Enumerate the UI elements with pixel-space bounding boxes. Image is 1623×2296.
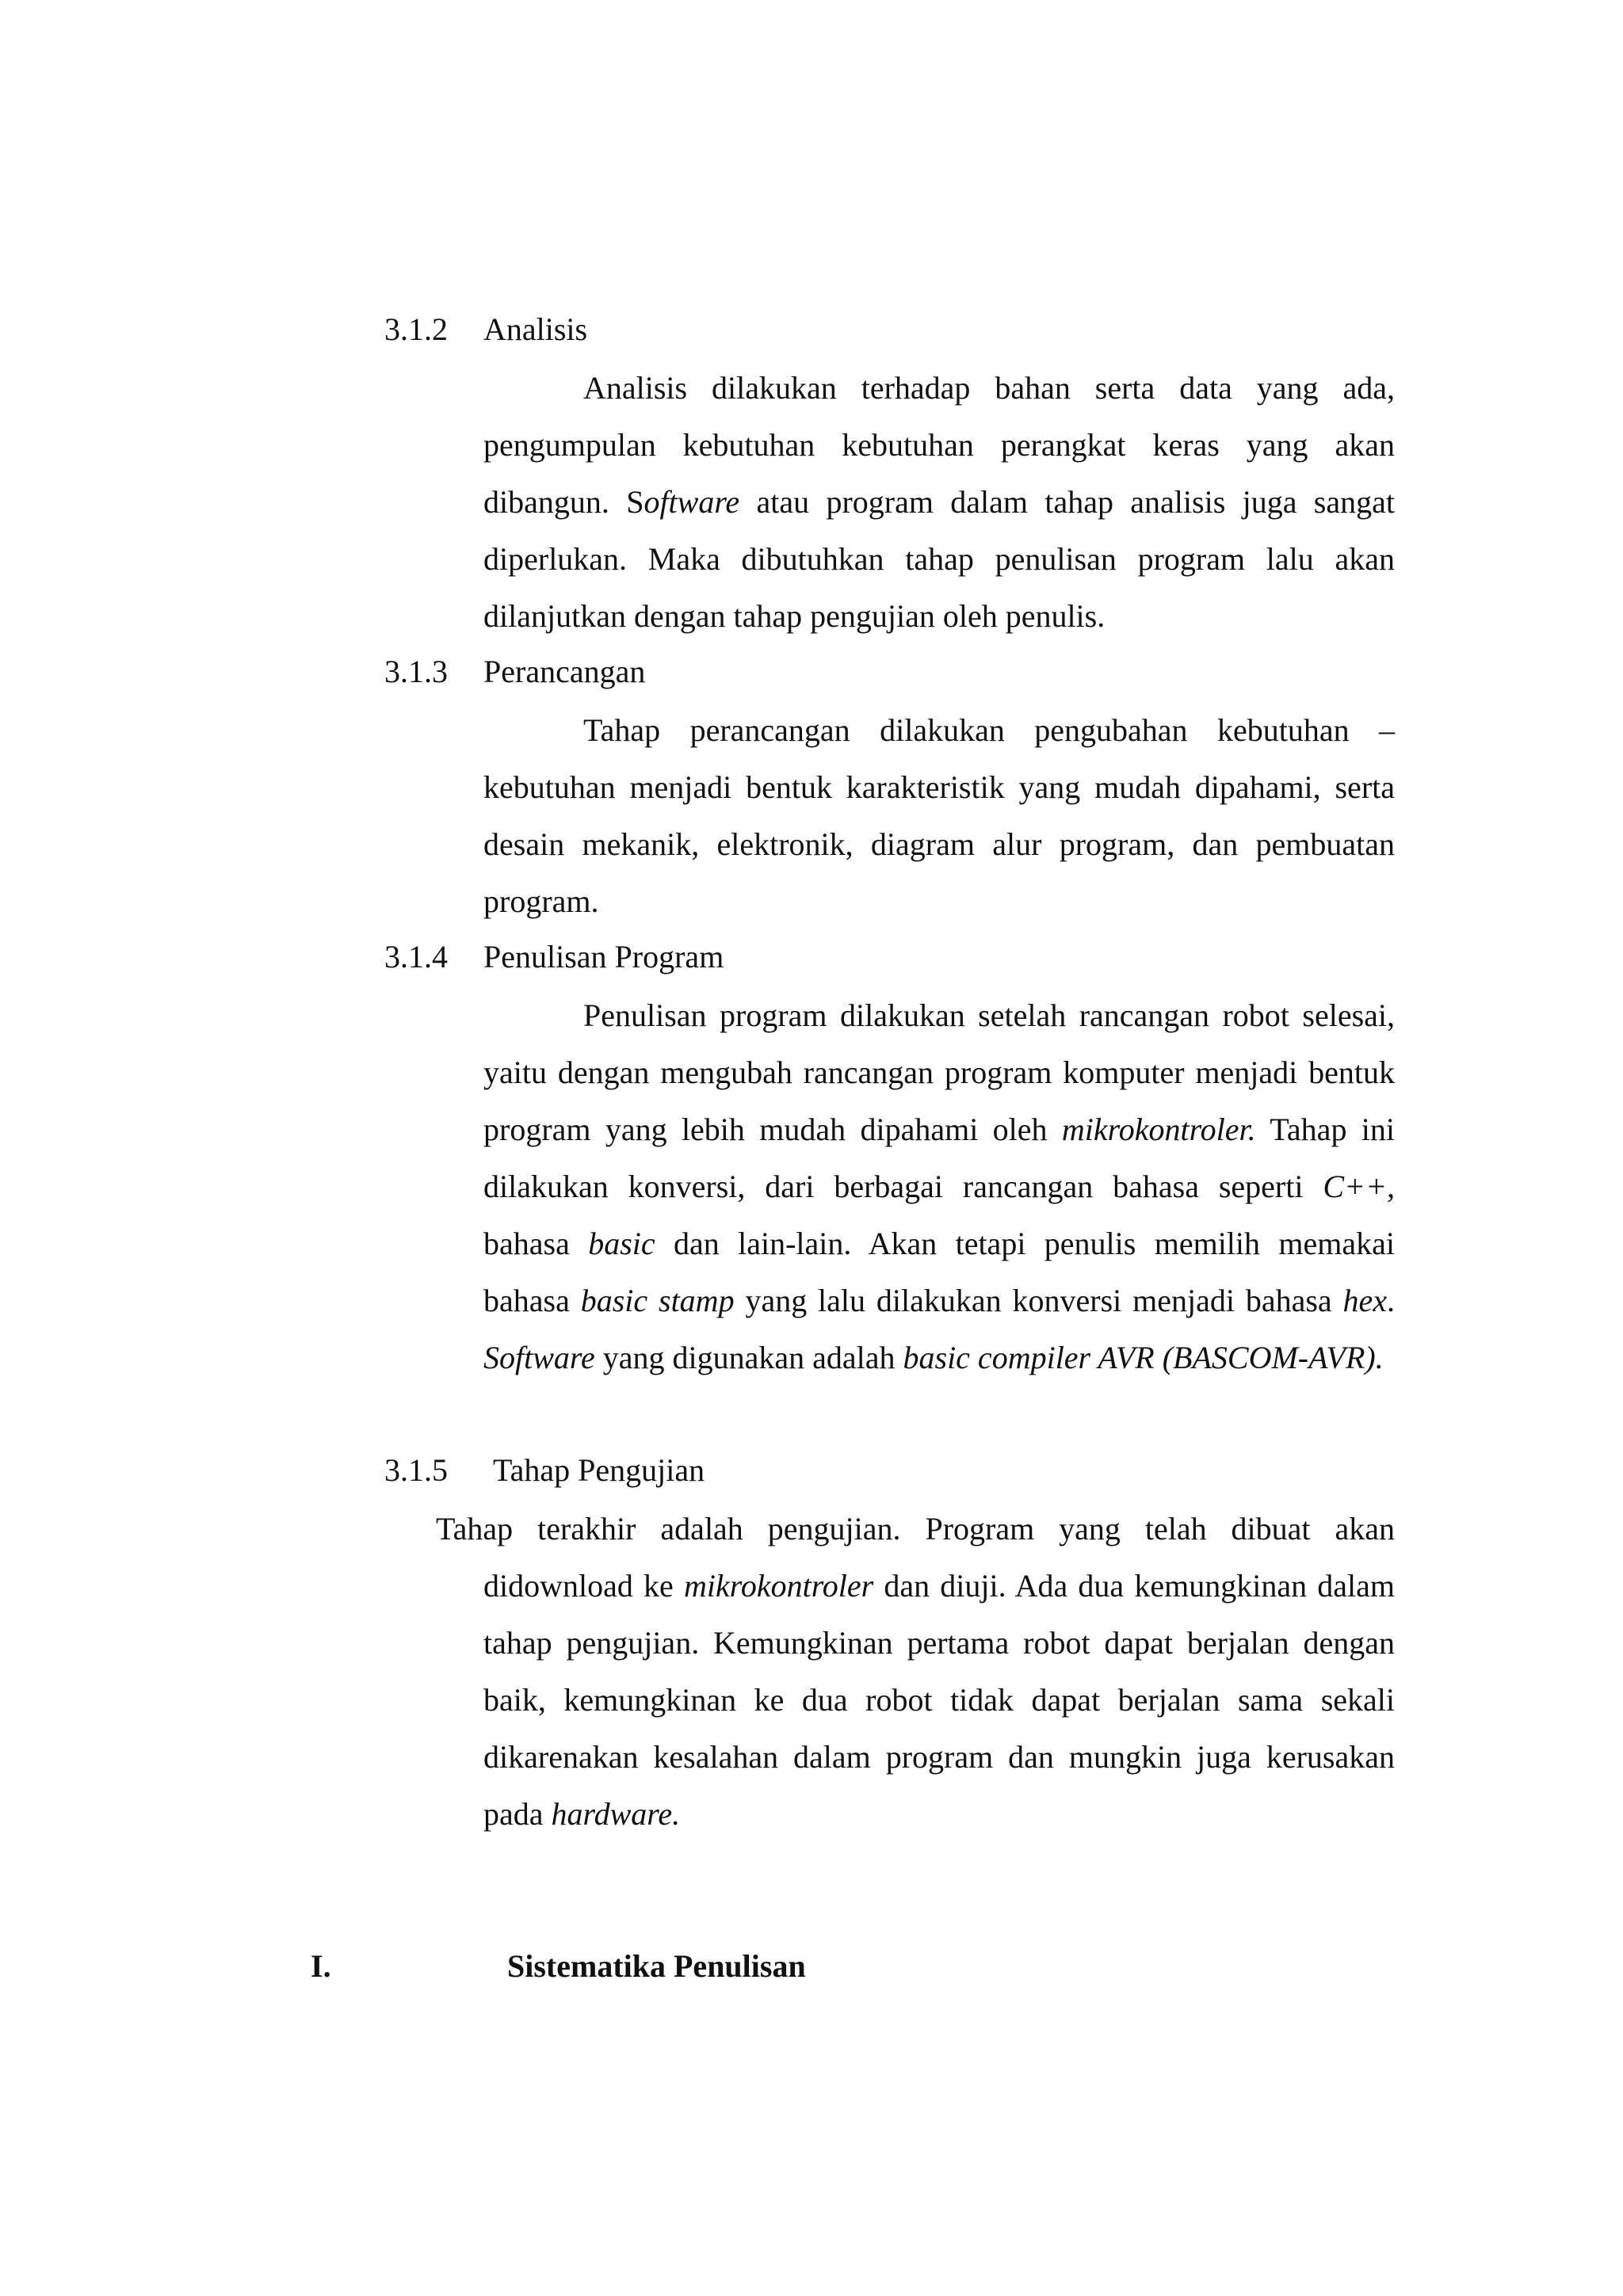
paragraph-text: yang digunakan adalah (594, 1340, 903, 1375)
italic-term: Software (483, 1340, 595, 1375)
section-title: Analisis (483, 311, 588, 347)
section-number: 3.1.5 (384, 1452, 448, 1488)
italic-term: basic compiler AVR (BASCOM-AVR). (903, 1340, 1384, 1375)
paragraph-text: Tahap terakhir adalah pengujian. Program yang telah dibuat akan didownload ke (436, 1511, 1395, 1604)
paragraph-text: bahasa (483, 1226, 589, 1261)
paragraph-text: Tahap ini dilakukan konversi, dari berbagai rancangan bahasa seperti (483, 1112, 1396, 1204)
section-paragraph (436, 1501, 1395, 1843)
paragraph-text: Tahap perancangan dilakukan pengubahan kebutuhan – kebutuhan menjadi bentuk karakteristik yang mudah dipahami, serta desain mekanik, elektronik, diagram alur program, dan pembuatan program. (483, 712, 1395, 919)
paragraph-text: dan diuji. Ada dua kemungkinan dalam tahap pengujian. Kemungkinan pertama robot dapat berjalan dengan baik, kemungkinan ke dua robot tidak dapat berjalan sama sekali dikarenakan kesalahan dalam program dan mungkin juga kerusakan pada (483, 1568, 1396, 1832)
paragraph-text: . (1387, 1283, 1396, 1318)
paragraph-text: yang lalu dilakukan konversi menjadi bahasa (734, 1283, 1343, 1318)
italic-term: hex (1342, 1283, 1388, 1318)
section-number: 3.1.3 (384, 654, 448, 689)
section-title: Penulisan Program (483, 939, 724, 974)
italic-term: mikrokontroler (683, 1568, 874, 1604)
chapter-title: Sistematika Penulisan (507, 1948, 806, 1984)
paragraph-text: Analisis dilakukan terhadap bahan serta data yang ada, pengumpulan kebutuhan kebutuhan perangkat keras yang akan dibangun. S (483, 370, 1395, 520)
chapter-number: I. (311, 1948, 331, 1984)
paragraph-text: dan lain-lain. Akan tetapi penulis memilih memakai bahasa (483, 1226, 1395, 1318)
section-paragraph (483, 360, 1395, 645)
italic-term: oftware (643, 484, 740, 520)
italic-term: mikrokontroler. (1061, 1112, 1256, 1147)
section-number: 3.1.2 (384, 311, 448, 347)
italic-term: C++, (1323, 1169, 1395, 1204)
section-title: Tahap Pengujian (493, 1452, 705, 1488)
italic-term: basic (588, 1226, 655, 1261)
italic-term: basic stamp (580, 1283, 735, 1318)
section-paragraph (483, 702, 1395, 930)
italic-term: hardware. (551, 1796, 681, 1832)
section-number: 3.1.4 (384, 939, 448, 974)
section-title: Perancangan (483, 654, 646, 689)
paragraph-text: atau program dalam tahap analisis juga sangat diperlukan. Maka dibutuhkan tahap penulisan program lalu akan dilanjutkan dengan tahap pengujian oleh penulis. (483, 484, 1395, 634)
paragraph-text: Penulisan program dilakukan setelah rancangan robot selesai, yaitu dengan mengubah rancangan program komputer menjadi bentuk program yang lebih mudah dipahami oleh (483, 997, 1395, 1147)
section-paragraph (483, 987, 1395, 1386)
